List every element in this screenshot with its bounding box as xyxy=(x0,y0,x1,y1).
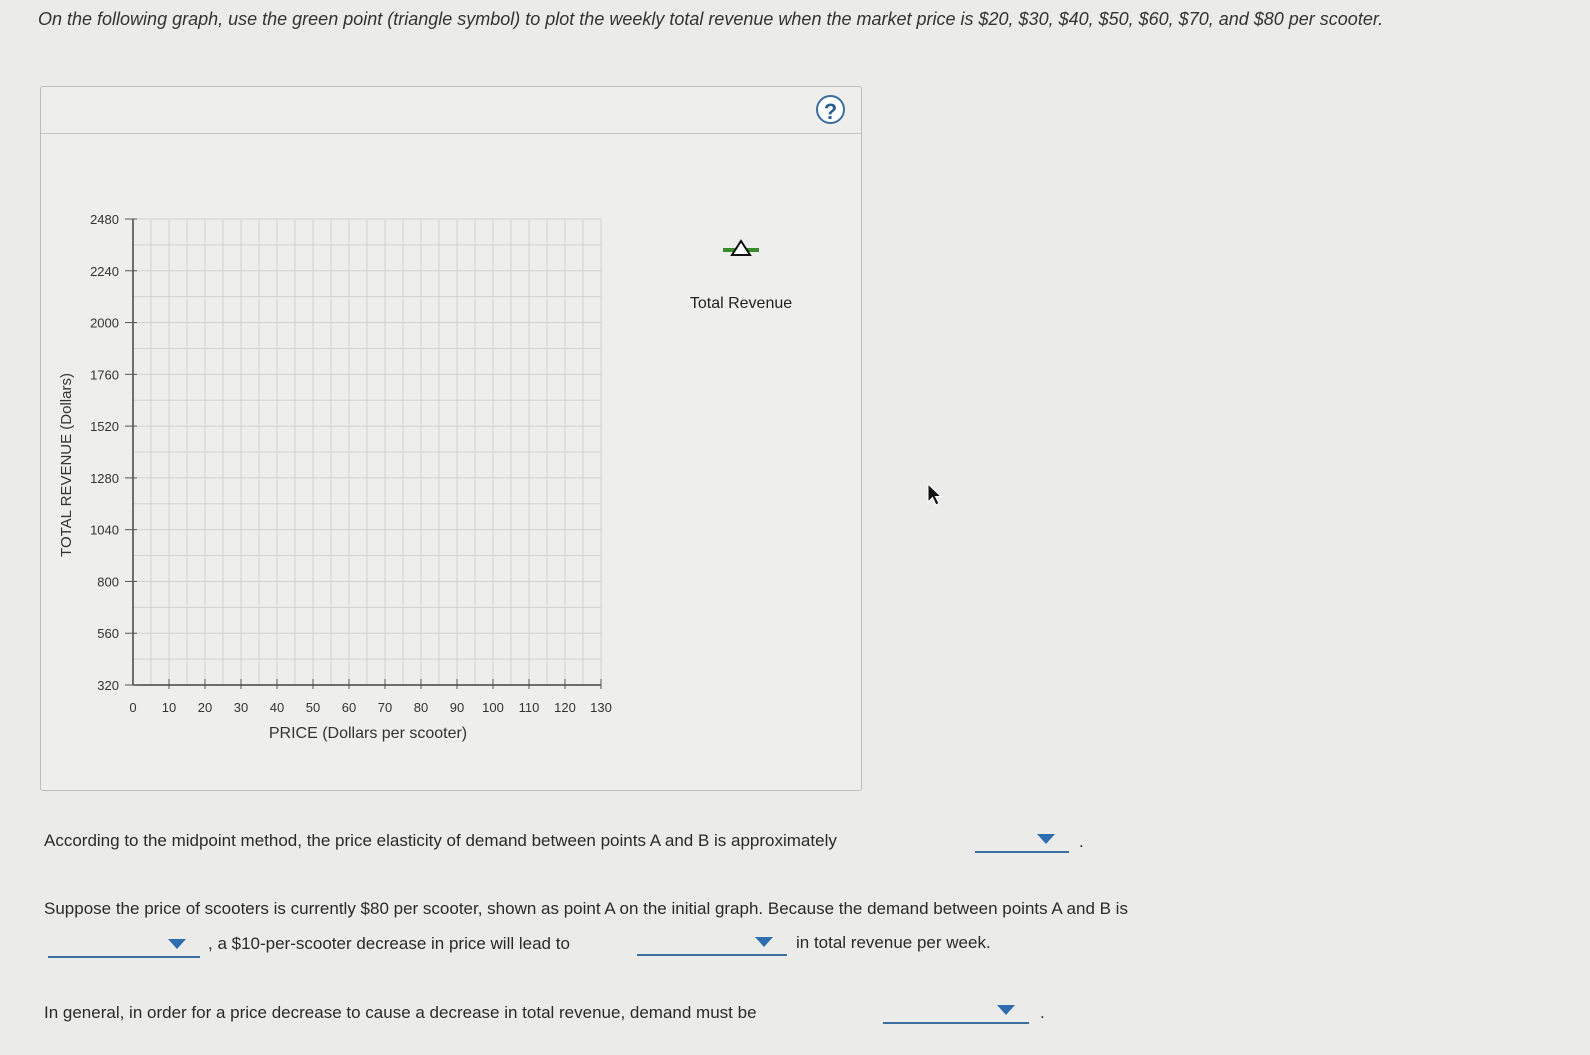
chart-area[interactable] xyxy=(41,87,661,787)
green-triangle-icon[interactable] xyxy=(681,237,801,267)
x-tick-label: 0 xyxy=(129,700,137,715)
y-axis-ticks xyxy=(90,212,137,693)
x-tick-label: 100 xyxy=(482,700,504,715)
y-tick-label: 1520 xyxy=(90,419,119,435)
graph-panel xyxy=(40,86,862,791)
y-tick-label: 320 xyxy=(97,678,119,693)
grid-lines xyxy=(133,219,601,685)
x-tick-label: 20 xyxy=(197,700,213,715)
x-tick-label: 10 xyxy=(161,700,177,715)
x-tick-label: 130 xyxy=(590,700,612,715)
x-tick-label: 40 xyxy=(269,700,285,715)
demand-type-dropdown[interactable] xyxy=(48,936,200,958)
x-tick-label: 30 xyxy=(233,700,249,715)
instructions-text: On the following graph, use the green point (triangle symbol) to plot the weekly total revenue when the market price is $20, $30, $40, $50, $60, $70, and $80 per scooter. xyxy=(38,9,1384,29)
question-2-text: Suppose the price of scooters is currently $80 per scooter, shown as point A on the initial graph. Because the demand between points A and B is xyxy=(44,899,1128,918)
x-tick-label: 50 xyxy=(305,700,321,715)
elasticity-dropdown[interactable] xyxy=(975,831,1069,853)
chevron-down-icon xyxy=(1037,834,1055,844)
x-tick-label: 70 xyxy=(377,700,393,715)
x-tick-label: 110 xyxy=(518,700,540,715)
y-tick-label: 560 xyxy=(97,626,119,642)
help-icon[interactable]: ? xyxy=(816,95,845,124)
chevron-down-icon xyxy=(755,937,773,947)
question-2-middle: , a $10-per-scooter decrease in price will lead to xyxy=(208,934,570,953)
legend-label: Total Revenue xyxy=(689,295,793,312)
period: . xyxy=(1079,832,1084,851)
question-1-text: According to the midpoint method, the price elasticity of demand between points A and B is approximately xyxy=(44,831,837,850)
y-tick-label: 2480 xyxy=(90,212,119,227)
mouse-cursor-icon xyxy=(927,483,943,507)
x-tick-label: 120 xyxy=(554,700,576,715)
x-tick-label: 90 xyxy=(449,700,465,715)
question-3-text: In general, in order for a price decrease to cause a decrease in total revenue, demand must be xyxy=(44,1003,757,1022)
period: . xyxy=(1040,1003,1045,1022)
chevron-down-icon xyxy=(168,939,186,949)
y-tick-label: 800 xyxy=(97,574,119,590)
x-tick-label: 60 xyxy=(341,700,357,715)
revenue-change-dropdown[interactable] xyxy=(637,934,787,956)
question-2-end: in total revenue per week. xyxy=(796,933,991,952)
y-tick-label: 2240 xyxy=(90,263,119,279)
y-tick-label: 1760 xyxy=(90,367,119,383)
x-axis-label: PRICE (Dollars per scooter) xyxy=(268,725,468,742)
y-tick-label: 1040 xyxy=(90,522,119,538)
chevron-down-icon xyxy=(997,1005,1015,1015)
demand-condition-dropdown[interactable] xyxy=(883,1002,1029,1024)
x-tick-label: 80 xyxy=(413,700,429,715)
y-tick-label: 1280 xyxy=(90,470,119,486)
y-axis-label: TOTAL REVENUE (Dollars) xyxy=(58,373,75,557)
y-tick-label: 2000 xyxy=(90,315,119,331)
